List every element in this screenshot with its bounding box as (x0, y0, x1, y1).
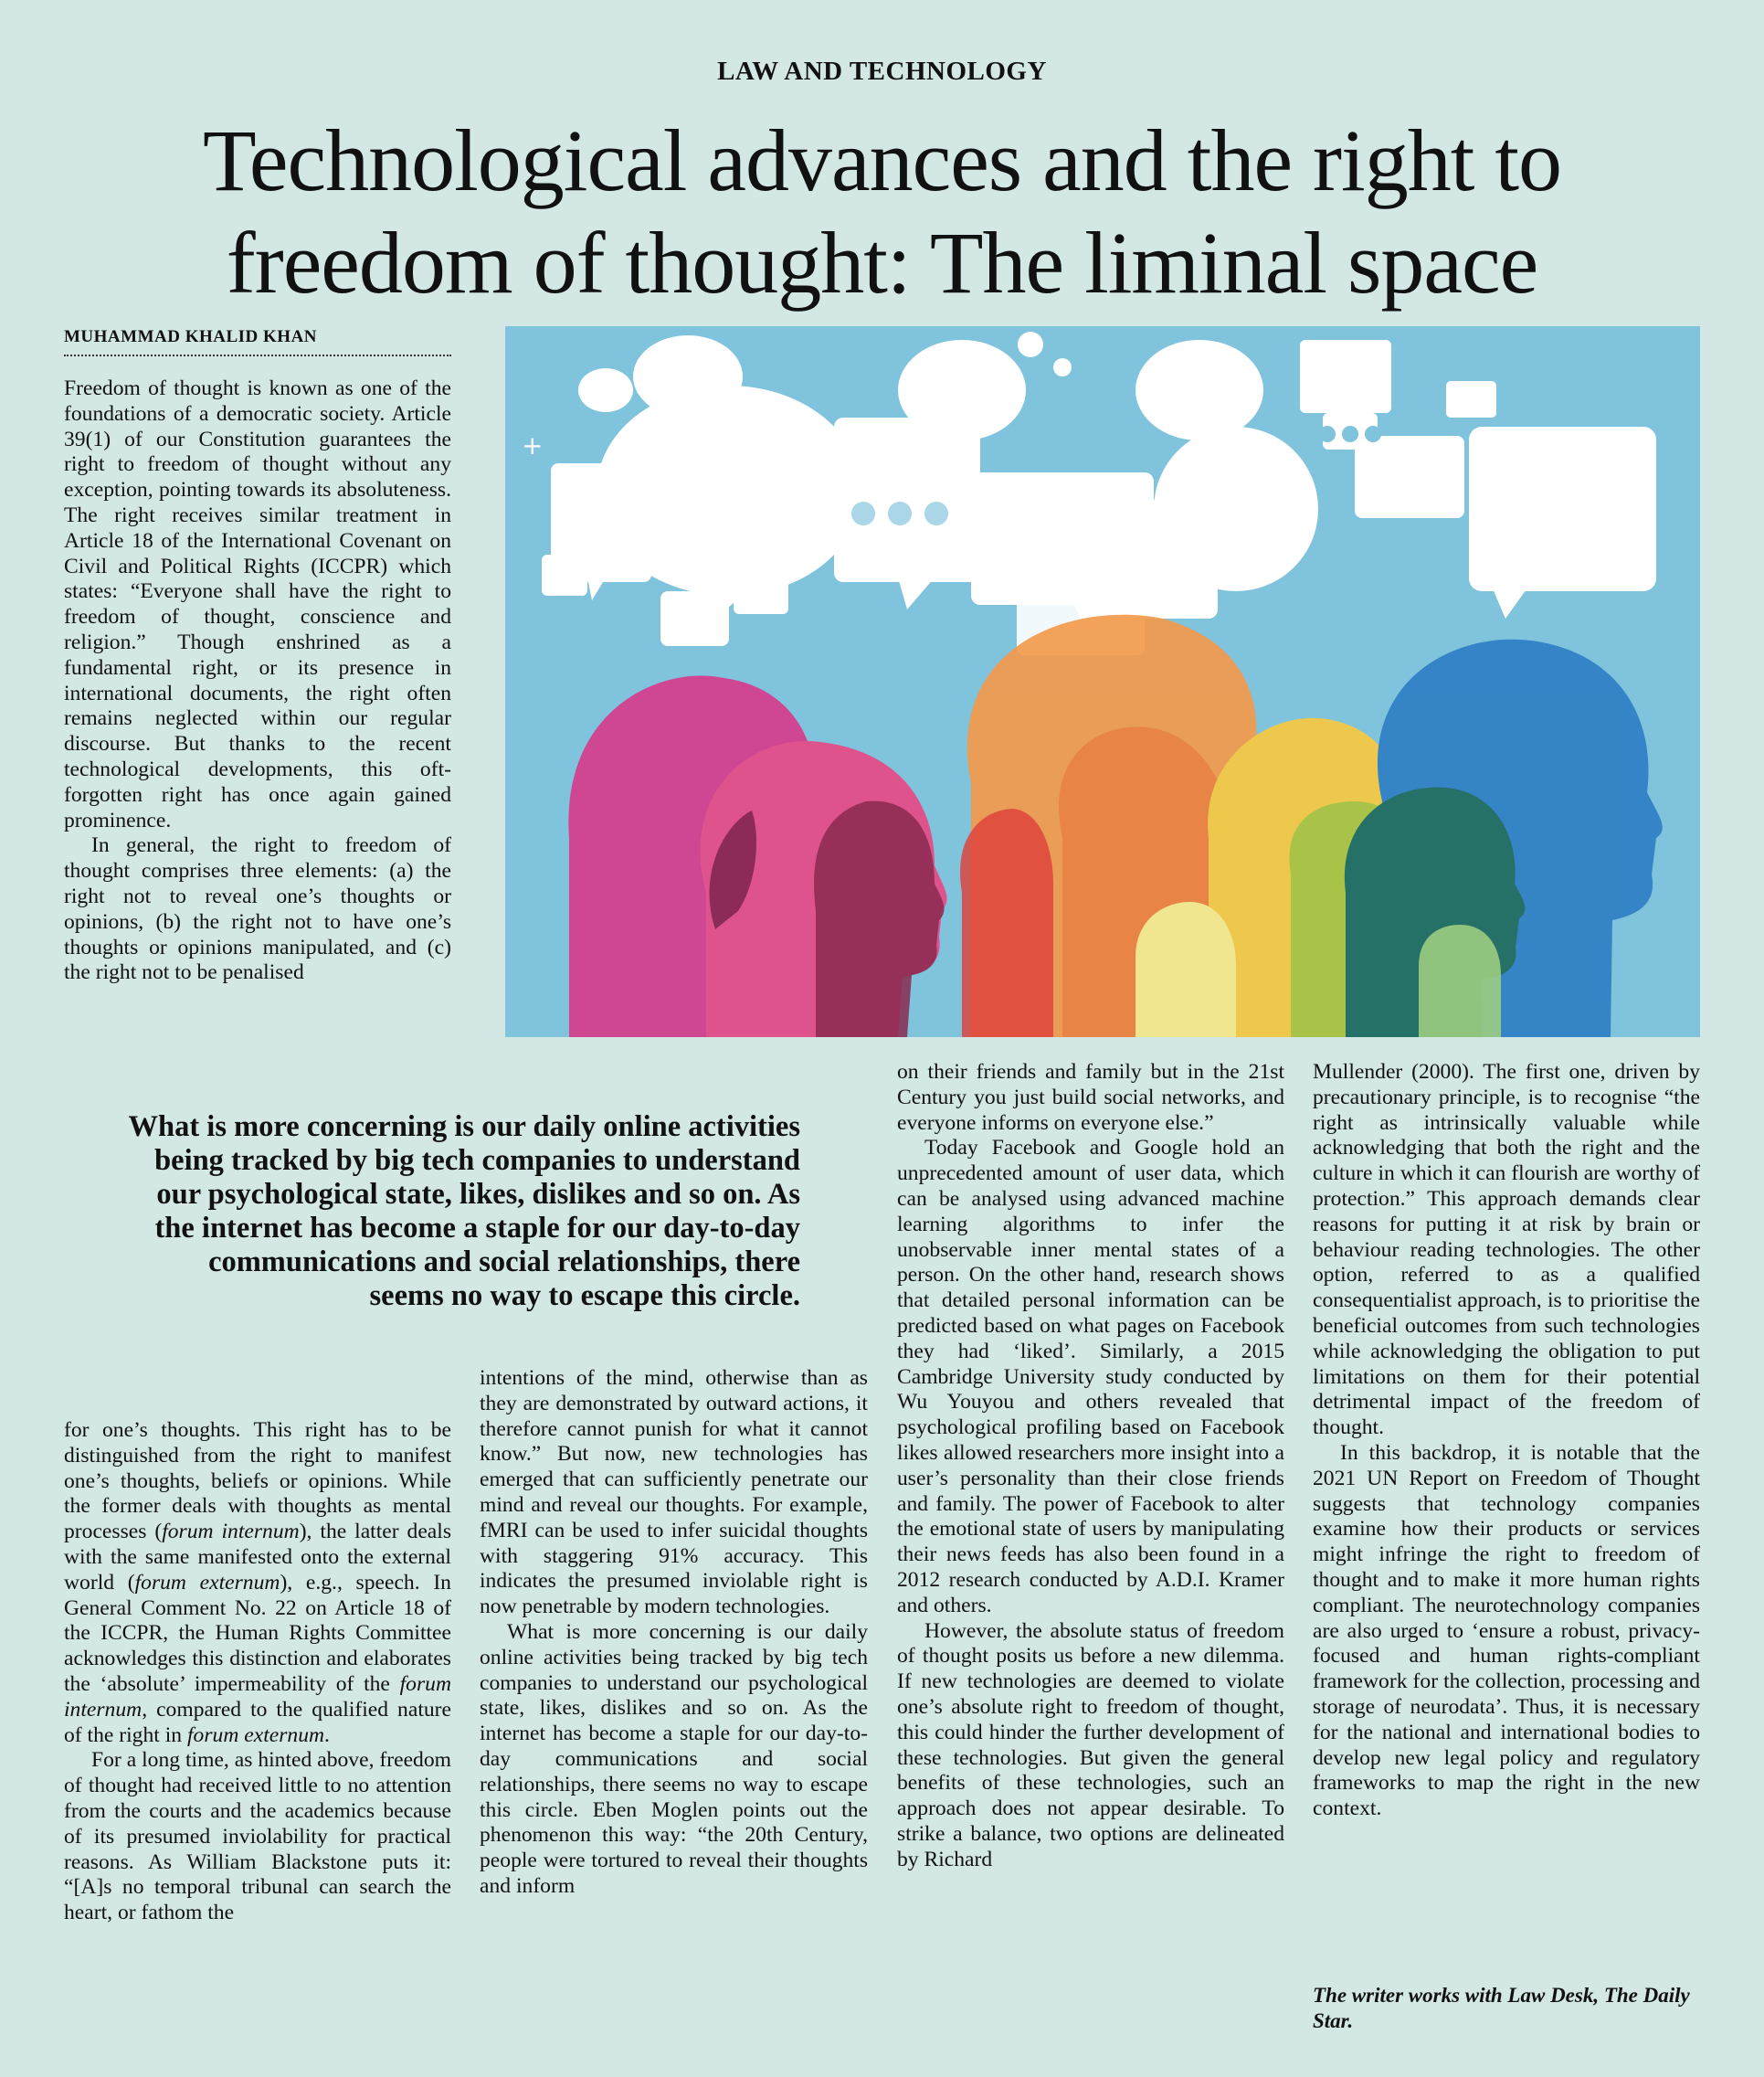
headline (37, 110, 1727, 314)
head-silhouette (1136, 902, 1236, 1037)
speech-bubble (734, 573, 788, 614)
paragraph: Today Facebook and Google hold an unprecedented amount of user data, which can be analysed using advanced machine learning algorithms to infer the unobservable inner mental states of a person. On the other hand, research shows that detailed personal information can be predicted based on what pages on Facebook they had ‘liked’. Similarly, a 2015 Cambridge University study conducted by Wu Youyou and others revealed that psychological profiling based on Facebook likes allowed researchers more insight into a user’s personality than their close friends and family. The power of Facebook to alter the emotional state of users by manipulating their news feeds has also been found in a 2012 research conducted by A.D.I. Kramer and others. (897, 1136, 1284, 1617)
paragraph: What is more concerning is our daily online activities being tracked by big tech companies to understand our psychological state, likes, dislikes and so on. As the internet has become a staple for our day-to-day communications and social relationships, there seems no way to escape this circle. Eben Moglen points out the phenomenon this way: “the 20th Century, people were tortured to reveal their thoughts and inform (480, 1619, 868, 1898)
column-1-bottom (64, 1418, 451, 1926)
column-3 (897, 1060, 1284, 1873)
paragraph: Mullender (2000). The first one, driven by precautionary principle, is to recognise “the right as intrinsically valuable while acknowledging that both the right and the culture in which it can flourish are worthy of protection.” This approach demands clear reasons for putting it at risk by brain or behaviour reading technologies. The other option, referred to as a qualified consequentialist approach, is to prioritise the beneficial outcomes from such technologies while acknowledging the obligation to put limitations on them for their potential detrimental impact of the freedom of thought. (1313, 1060, 1700, 1440)
speech-bubble (1053, 358, 1072, 376)
column-4 (1313, 1060, 1700, 1822)
paragraph: intentions of the mind, otherwise than as they are demonstrated by outward actions, it therefore cannot punish for what it cannot know.” But now, new technologies has emerged that can sufficiently penetrate our mind and reveal our thoughts. For example, fMRI can be used to infer suicidal thoughts with staggering 91% accuracy. This indicates the presumed inviolable right is now penetrable by modern technologies. (480, 1366, 868, 1619)
speech-bubble (1300, 340, 1391, 413)
paragraph: Freedom of thought is known as one of the foundations of a democratic society. Article 39(1) of our Constitution guarantees the right to freedom of thought without any exception, pointing towards its absoluteness. The right receives similar treatment in Article 18 of the International Covenant on Civil and Political Rights (ICCPR) which states: “Everyone shall have the right to freedom of thought, conscience and religion.” Though enshrined as a fundamental right, or its presence in international documents, the right often remains neglected within our regular discourse. But thanks to the recent technological developments, this oft-forgotten right has once again gained prominence. (64, 376, 451, 832)
paragraph (64, 1418, 451, 1748)
head-silhouette (1419, 925, 1501, 1037)
italic-term: forum internum (64, 1671, 451, 1722)
text-run: . (324, 1722, 330, 1747)
speech-bubble (542, 555, 587, 596)
speech-bubble (1136, 340, 1263, 440)
paragraph: on their friends and family but in the 21st Century you just build social networks, and everyone informs on everyone else.” (897, 1060, 1284, 1135)
speech-bubble (633, 335, 743, 418)
speech-bubble (1469, 427, 1656, 591)
speech-bubble (597, 386, 861, 596)
paragraph: In this backdrop, it is notable that the 2021 UN Report on Freedom of Thought suggests that technology companies examine how their products or services might infringe the right to freedom of thought and to make it more human rights compliant. The neurotechnology companies are also urged to ‘ensure a robust, privacy-focused and human rights-compliant framework for the collection, processing and storage of neurodata’. Thus, it is necessary for the national and international bodies to develop new legal policy and regulatory frameworks to map the right in the new context. (1313, 1440, 1700, 1821)
text-run: ), the latter deals with the same manifested onto the external world ( (64, 1520, 452, 1595)
speech-bubble (898, 340, 1026, 440)
pull-quote: What is more concerning is our daily online activities being tracked by big tech companies to understand our psychological state, likes, dislikes and so on. As the internet has become a staple for our day-to-day communications and social relationships, there seems no way to escape this circle. (128, 1110, 800, 1312)
column-2 (480, 1366, 868, 1900)
section-label: LAW AND TECHNOLOGY (717, 57, 1047, 86)
speech-bubble (578, 368, 633, 412)
speech-bubble (660, 591, 729, 646)
speech-bubble (1355, 436, 1464, 518)
column-1-top (64, 376, 451, 986)
illustration-speech-bubbles-heads (505, 326, 1700, 1037)
writer-credit: The writer works with Law Desk, The Daily Star. (1313, 1984, 1690, 2032)
byline: MUHAMMAD KHALID KHAN (64, 327, 451, 356)
speech-bubble (1154, 427, 1318, 591)
paragraph: In general, the right to freedom of thought comprises three elements: (a) the right not to reveal one’s thoughts or opinions, (b) the right not to have one’s thoughts or opinions manipulated, and (c) the right not to be penalised (64, 833, 451, 985)
text-run: ), e.g., speech. In General Comment No. 22 on Article 18 of the ICCPR, the Human Rights Committee acknowledges this distinction and elaborates the ‘absolute’ impermeability of the (64, 1570, 451, 1696)
paragraph: However, the absolute status of freedom of thought posits us before a new dilemma. If new technologies are deemed to violate one’s absolute right to freedom of thought, this could hinder the further development of these technologies. But given the general benefits of these technologies, such an approach does not appear desirable. To strike a balance, two options are delineated by Richard (897, 1618, 1284, 1871)
speech-bubble (834, 418, 980, 582)
speech-bubble (1018, 332, 1043, 357)
text-run: , compared to the qualified nature of the right in (64, 1697, 451, 1747)
speech-bubble (1446, 381, 1496, 418)
italic-term: forum externum (186, 1722, 325, 1747)
paragraph: For a long time, as hinted above, freedom of thought had received little to no attention from the courts and the academics because of its presumed inviolability for practical reasons. As William Blackstone puts it: “[A]s no temporal tribunal can search the heart, or fathom the (64, 1748, 451, 1925)
head-silhouette (960, 809, 1053, 1037)
plus-icon: + (522, 430, 544, 461)
text-run: for one’s thoughts. This right has to be distinguished from the right to manifest one’s thoughts, beliefs or opinions. While the former deals with thoughts as mental processes ( (64, 1418, 451, 1544)
italic-term: forum internum (162, 1520, 300, 1544)
headline-line-1: Technological advances and the right to (202, 111, 1562, 209)
headline-line-2: freedom of thought: The liminal space (226, 214, 1538, 312)
italic-term: forum externum (134, 1570, 280, 1595)
